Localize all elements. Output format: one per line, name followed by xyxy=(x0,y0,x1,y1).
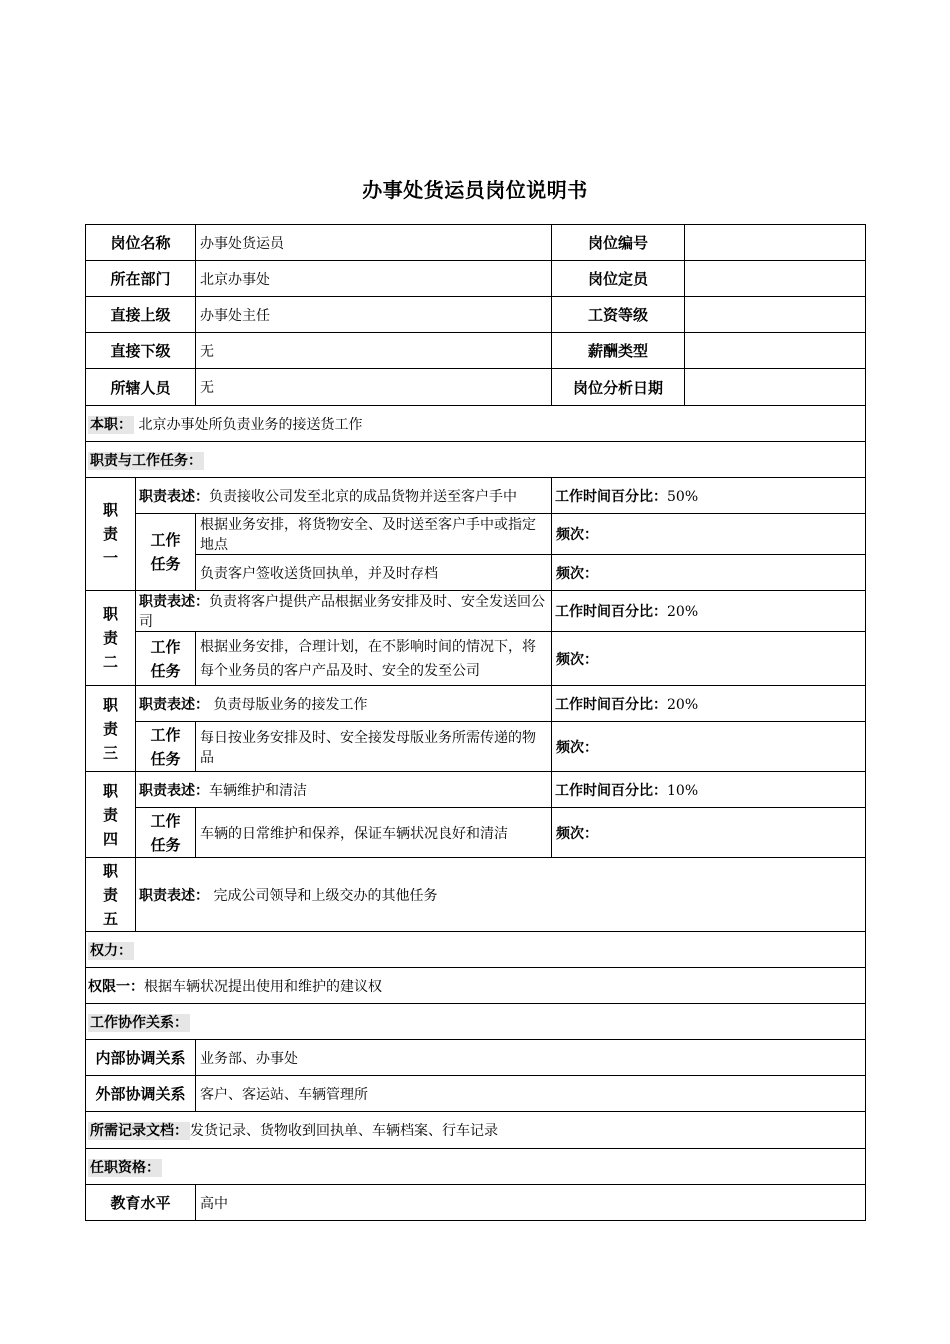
duty-1-task-row xyxy=(86,555,866,591)
qualification-label: 任职资格： xyxy=(90,1159,160,1176)
duty-1-statement-row xyxy=(86,478,866,514)
benzhi-label: 本职： xyxy=(90,416,132,433)
duty-1-statement-label: 职责表述： xyxy=(139,488,209,505)
records-text: 发货记录、货物收到回执单、车辆档案、行车记录 xyxy=(190,1123,498,1139)
page-title: 办事处货运员岗位说明书 xyxy=(362,178,588,202)
education-label: 教育水平 xyxy=(86,1185,196,1221)
position-code-value xyxy=(685,225,866,261)
duty-1-task-row xyxy=(86,514,866,555)
duty-4-task-1: 车辆的日常维护和保养，保证车辆状况良好和清洁 xyxy=(196,808,552,858)
relations-header-row xyxy=(86,1004,866,1040)
department-label: 所在部门 xyxy=(86,261,196,297)
duty-2-statement-row xyxy=(86,591,866,632)
duty-4-statement-row xyxy=(86,772,866,808)
duty-1-task-1-freq: 频次： xyxy=(552,514,866,555)
basic-row xyxy=(86,225,866,261)
basic-row xyxy=(86,369,866,406)
external-relation-label: 外部协调关系 xyxy=(86,1076,196,1112)
duty-3-statement-row xyxy=(86,686,866,722)
records-row xyxy=(86,1112,866,1149)
power-label: 权力： xyxy=(90,942,132,959)
duty-4-percent: 10% xyxy=(667,782,699,799)
duty-1-percent: 50% xyxy=(667,488,699,505)
direct-superior-label: 直接上级 xyxy=(86,297,196,333)
duty-3-statement-label: 职责表述： xyxy=(139,696,209,713)
duty-1-statement: 负责接收公司发至北京的成品货物并送至客户手中 xyxy=(209,488,517,505)
qualification-header-row xyxy=(86,1149,866,1185)
duty-1-task-2-freq: 频次： xyxy=(552,555,866,591)
duty-1-task-1: 根据业务安排，将货物安全、及时送至客户手中或指定地点 xyxy=(196,514,552,555)
power-item-label: 权限一： xyxy=(88,978,144,995)
education-row xyxy=(86,1185,866,1221)
duty-2-task-1: 根据业务安排，合理计划，在不影响时间的情况下，将每个业务员的客户产品及时、安全的发至公司 xyxy=(196,632,552,686)
department-value: 北京办事处 xyxy=(196,261,552,297)
duty-3-statement: 负责母版业务的接发工作 xyxy=(209,696,368,713)
internal-relation-row xyxy=(86,1040,866,1076)
power-header-row xyxy=(86,932,866,968)
duty-2-label: 职责二 xyxy=(86,591,136,686)
power-item-row xyxy=(86,968,866,1004)
duty-5-statement: 完成公司领导和上级交办的其他任务 xyxy=(209,887,438,904)
salary-grade-value xyxy=(685,297,866,333)
salary-type-label: 薪酬类型 xyxy=(552,333,685,369)
records-label: 所需记录文档： xyxy=(90,1123,188,1139)
duty-4-task-row xyxy=(86,808,866,858)
duty-4-task-label: 工作任务 xyxy=(136,808,196,858)
duty-4-percent-label: 工作时间百分比： xyxy=(555,782,668,799)
position-name-label: 岗位名称 xyxy=(86,225,196,261)
duty-3-task-row xyxy=(86,722,866,772)
basic-row xyxy=(86,297,866,333)
duty-1-task-2: 负责客户签收送货回执单，并及时存档 xyxy=(196,555,552,591)
staff-value: 无 xyxy=(196,369,552,406)
job-description-table xyxy=(85,224,866,1221)
position-name-value: 办事处货运员 xyxy=(196,225,552,261)
duty-3-percent-label: 工作时间百分比： xyxy=(555,696,668,713)
duty-2-statement-label: 职责表述： xyxy=(139,594,209,610)
benzhi-row xyxy=(86,406,866,442)
duty-4-task-1-freq: 频次： xyxy=(552,808,866,858)
direct-subordinate-label: 直接下级 xyxy=(86,333,196,369)
basic-row xyxy=(86,261,866,297)
duty-5-label: 职责五 xyxy=(86,858,136,932)
duty-3-label: 职责三 xyxy=(86,686,136,772)
duty-2-task-1-freq: 频次： xyxy=(552,632,866,686)
education-value: 高中 xyxy=(196,1185,866,1221)
external-relation-value: 客户、客运站、车辆管理所 xyxy=(196,1076,866,1112)
power-item-text: 根据车辆状况提出使用和维护的建议权 xyxy=(144,978,382,995)
duties-header: 职责与工作任务： xyxy=(90,452,202,469)
direct-subordinate-value: 无 xyxy=(196,333,552,369)
duty-5-statement-label: 职责表述： xyxy=(139,887,209,904)
duty-2-task-label: 工作任务 xyxy=(136,632,196,686)
staff-label: 所辖人员 xyxy=(86,369,196,406)
duty-5-row xyxy=(86,858,866,932)
headcount-value xyxy=(685,261,866,297)
duty-3-percent: 20% xyxy=(667,696,699,713)
duty-2-percent: 20% xyxy=(667,604,699,620)
salary-grade-label: 工资等级 xyxy=(552,297,685,333)
direct-superior-value: 办事处主任 xyxy=(196,297,552,333)
analysis-date-label: 岗位分析日期 xyxy=(552,369,685,406)
duty-3-task-1: 每日按业务安排及时、安全接发母版业务所需传递的物品 xyxy=(196,722,552,772)
benzhi-text: 北京办事处所负责业务的接送货工作 xyxy=(138,416,363,433)
internal-relation-value: 业务部、办事处 xyxy=(196,1040,866,1076)
duty-2-statement: 负责将客户提供产品根据业务安排及时、安全发送回公司 xyxy=(139,594,545,630)
duties-header-row xyxy=(86,442,866,478)
analysis-date-value xyxy=(685,369,866,406)
duty-1-percent-label: 工作时间百分比： xyxy=(555,488,668,505)
duty-1-label: 职责一 xyxy=(86,478,136,591)
duty-4-statement-label: 职责表述： xyxy=(139,782,209,799)
internal-relation-label: 内部协调关系 xyxy=(86,1040,196,1076)
duty-2-task-row xyxy=(86,632,866,686)
relations-label: 工作协作关系： xyxy=(90,1014,188,1031)
duty-1-task-label: 工作任务 xyxy=(136,514,196,591)
basic-row xyxy=(86,333,866,369)
position-code-label: 岗位编号 xyxy=(552,225,685,261)
duty-4-statement: 车辆维护和清洁 xyxy=(209,782,307,799)
external-relation-row xyxy=(86,1076,866,1112)
duty-3-task-1-freq: 频次： xyxy=(552,722,866,772)
duty-4-label: 职责四 xyxy=(86,772,136,858)
salary-type-value xyxy=(685,333,866,369)
headcount-label: 岗位定员 xyxy=(552,261,685,297)
duty-3-task-label: 工作任务 xyxy=(136,722,196,772)
duty-2-percent-label: 工作时间百分比： xyxy=(555,604,668,620)
